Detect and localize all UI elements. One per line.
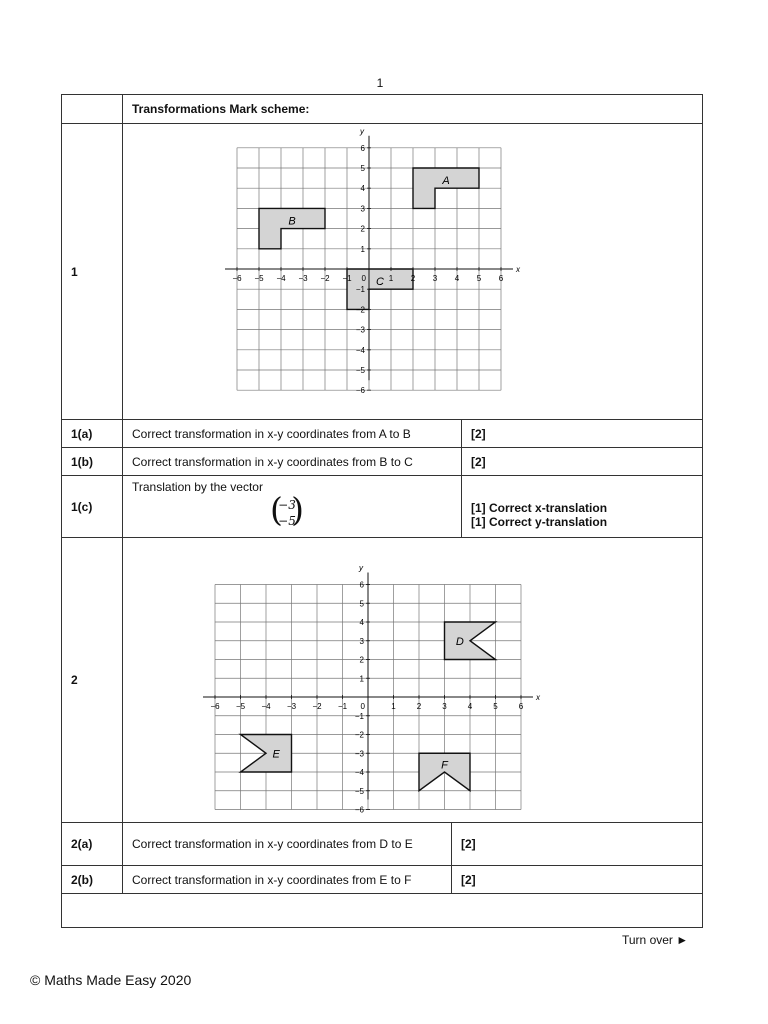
x-tick-label: −6 (210, 702, 220, 711)
x-tick-label: 4 (467, 702, 473, 711)
header-row (62, 95, 703, 124)
x-tick-label: −4 (261, 702, 271, 711)
row-1c-text: Translation by the vector (132, 480, 263, 494)
q2-graph-row (62, 538, 703, 823)
x-tick-label: 2 (416, 702, 422, 711)
y-axis-label: y (360, 126, 364, 136)
y-tick-label: −6 (354, 805, 364, 815)
row-1b-mark: [2] (462, 448, 703, 476)
row-1c-mark-1: [1] Correct x-translation (471, 500, 608, 515)
translation-vector (270, 490, 304, 530)
y-tick-label: 3 (359, 636, 364, 646)
shape-b (259, 208, 325, 248)
y-tick-label: −4 (354, 768, 364, 777)
x-tick-label: −1 (337, 702, 348, 711)
q1-graph-cell (123, 124, 703, 420)
row-1a-text: Correct transformation in x-y coordinates from A to B (123, 420, 462, 448)
y-tick-label: 5 (359, 599, 364, 609)
y-tick-label: 6 (359, 580, 364, 590)
row-1c-mark-2: [1] Correct y-translation (471, 514, 608, 529)
row-1c-text-cell (123, 476, 462, 538)
x-tick-label: −1 (342, 274, 352, 283)
origin-label: 0 (361, 274, 366, 283)
shape-label-d: D (455, 635, 464, 648)
vector-right-paren: ) (291, 490, 304, 529)
row-2b-text: Correct transformation in x-y coordinates from E to F (123, 866, 452, 894)
x-tick-label: 2 (410, 274, 416, 283)
y-tick-label: 1 (359, 674, 364, 684)
row-2a (62, 823, 703, 866)
y-tick-label: 2 (359, 655, 364, 665)
y-tick-label: −2 (354, 730, 364, 740)
y-tick-label: −5 (355, 366, 365, 375)
row-1b-label: 1(b) (62, 448, 123, 476)
row-1a (62, 420, 703, 448)
x-tick-label: −3 (286, 702, 297, 711)
graph-2 (123, 538, 702, 823)
row-2b-mark: [2] (452, 866, 703, 894)
y-tick-label: −1 (355, 285, 365, 295)
q2-label: 2 (62, 538, 123, 823)
x-tick-label: −5 (235, 702, 246, 711)
y-tick-label: −5 (354, 786, 364, 796)
shape-label-e: E (272, 748, 280, 761)
graph-1 (123, 124, 702, 420)
x-tick-label: −6 (232, 274, 242, 283)
x-tick-label: −4 (276, 274, 286, 283)
y-tick-label: 4 (359, 618, 364, 627)
row-1c-marks (462, 476, 703, 538)
y-tick-label: −1 (354, 711, 364, 721)
y-tick-label: 3 (360, 204, 365, 214)
x-tick-label: 5 (476, 274, 482, 283)
shape-label-b: B (288, 215, 296, 228)
y-tick-label: 1 (360, 244, 365, 254)
row-2b (62, 866, 703, 894)
x-tick-label: −3 (298, 274, 308, 283)
vector-left-paren: ( (270, 490, 283, 529)
page-number: 1 (376, 76, 384, 90)
mark-scheme-table (61, 94, 703, 928)
x-tick-label: 6 (498, 274, 504, 283)
row-1a-label: 1(a) (62, 420, 123, 448)
shape-a (413, 168, 479, 208)
copyright: © Maths Made Easy 2020 (30, 972, 192, 988)
q1-label: 1 (62, 124, 123, 420)
header-empty-cell (62, 95, 123, 124)
x-tick-label: −2 (320, 274, 330, 283)
x-axis-label: x (536, 693, 540, 702)
y-axis-label: y (359, 563, 363, 573)
header-title: Transformations Mark scheme: (123, 95, 703, 124)
y-tick-label: 6 (360, 143, 365, 153)
empty-cell (62, 894, 703, 928)
shape-label-a: A (442, 175, 450, 188)
q2-graph-cell (123, 538, 703, 823)
vector-y-component: −5 (278, 514, 296, 528)
row-2a-mark: [2] (452, 823, 703, 866)
y-tick-label: −3 (354, 749, 364, 759)
row-1a-mark: [2] (462, 420, 703, 448)
row-1c (62, 476, 703, 538)
row-2a-label: 2(a) (62, 823, 123, 866)
y-tick-label: −6 (355, 386, 365, 396)
shape-label-f: F (441, 759, 448, 772)
x-tick-label: 5 (493, 702, 498, 711)
x-tick-label: 3 (442, 702, 447, 711)
x-tick-label: 3 (432, 274, 438, 283)
row-1c-label: 1(c) (62, 476, 123, 538)
row-2a-text: Correct transformation in x-y coordinates from D to E (123, 823, 452, 866)
y-tick-label: 2 (360, 224, 365, 234)
turn-over: Turn over ► (622, 933, 689, 947)
row-1b-text: Correct transformation in x-y coordinates from B to C (123, 448, 462, 476)
q1-graph-row (62, 124, 703, 420)
x-tick-label: 1 (388, 274, 394, 283)
y-tick-label: 5 (360, 164, 365, 173)
origin-label: 0 (360, 702, 365, 711)
shape-label-c: C (376, 276, 384, 289)
y-tick-label: 4 (360, 184, 365, 194)
x-axis-label: x (516, 265, 520, 274)
y-tick-label: −3 (355, 325, 365, 335)
vector-x-component: −3 (278, 498, 296, 512)
empty-row (62, 894, 703, 928)
row-1b (62, 448, 703, 476)
x-tick-label: −5 (254, 274, 264, 283)
y-tick-label: −4 (355, 345, 365, 355)
x-tick-label: −2 (312, 702, 322, 711)
x-tick-label: 1 (391, 702, 396, 711)
row-2b-label: 2(b) (62, 866, 123, 894)
x-tick-label: 4 (454, 274, 460, 283)
x-tick-label: 6 (518, 702, 524, 711)
y-tick-label: −2 (355, 305, 365, 315)
